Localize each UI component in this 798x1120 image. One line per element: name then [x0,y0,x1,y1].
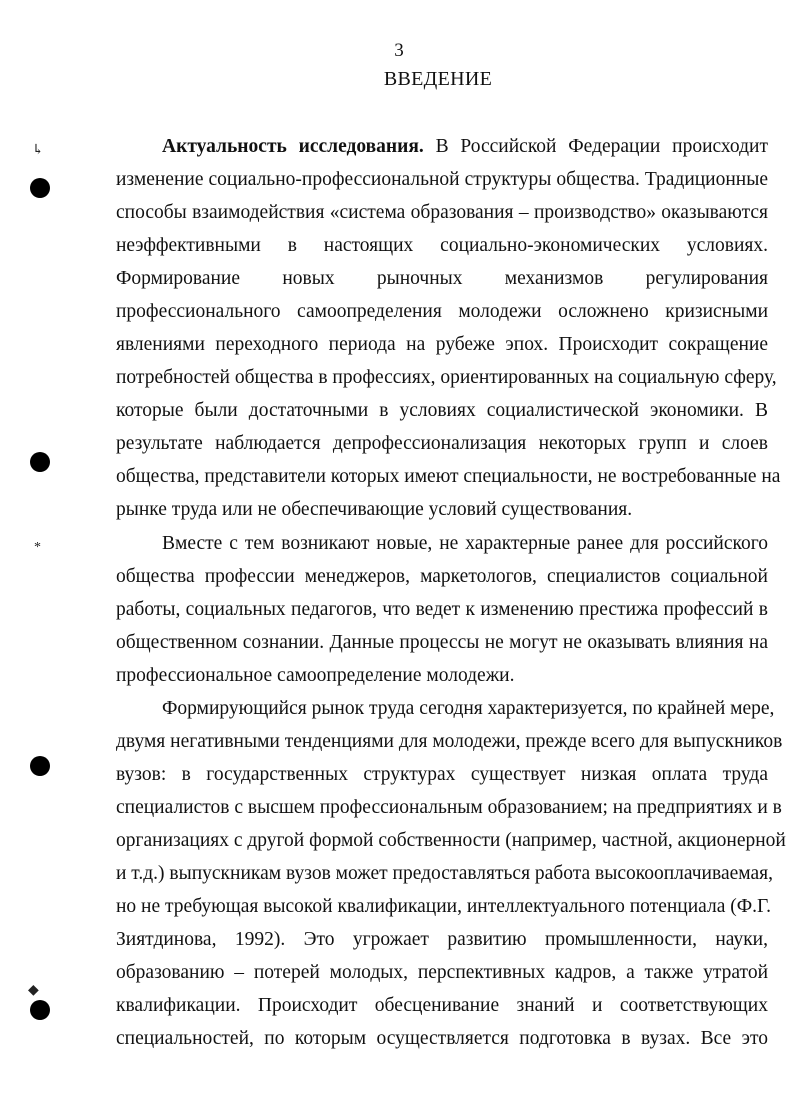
text-line: Зиятдинова, 1992). Это угрожает развитию промышленности, науки, [116,929,768,950]
lead-phrase: Актуальность исследования. [162,136,424,157]
text-line: профессиональное самоопределение молодежи. [116,665,515,686]
binder-hole [30,1000,50,1020]
text-line: вузов: в государственных структурах существует низкая оплата труда [116,764,768,785]
text-line: Формирующийся рынок труда сегодня характеризуется, по крайней мере, [162,698,775,719]
text-line: профессионального самоопределения молодежи осложнено кризисными [116,301,768,322]
binder-hole [30,452,50,472]
text-line: Формирование новых рыночных механизмов регулирования [116,268,768,289]
text-line: специальностей, по которым осуществляется подготовка в вузах. Все это [116,1028,768,1049]
text-line: образованию – потерей молодых, перспективных кадров, а также утратой [116,962,768,983]
text-line: и т.д.) выпускникам вузов может предоставляться работа высокооплачиваемая, [116,863,773,884]
section-heading: ВВЕДЕНИЕ [383,68,493,90]
text-line: общества профессии менеджеров, маркетологов, специалистов социальной [116,566,768,587]
text-line: но не требующая высокой квалификации, интеллектуального потенциала (Ф.Г. [116,896,771,917]
text-line: работы, социальных педагогов, что ведет к изменению престижа профессий в [116,599,768,620]
text-line: способы взаимодействия «система образования – производство» оказываются [116,202,768,223]
text-line: Актуальность исследования. В Российской Федерации происходит [162,136,768,157]
text-line: Вместе с тем возникают новые, не характерные ранее для российского [162,533,768,554]
text-line: квалификации. Происходит обесценивание знаний и соответствующих [116,995,768,1016]
text-line: которые были достаточными в условиях социалистической экономики. В [116,400,768,421]
text-line: потребностей общества в профессиях, ориентированных на социальную сферу, [116,367,777,388]
text-line: специалистов с высшем профессиональным образованием; на предприятиях и в [116,797,782,818]
scan-mark-icon: * [34,540,41,555]
text-line: общественном сознании. Данные процессы не могут не оказывать влияния на [116,632,768,653]
scan-mark-icon: ◆ [28,983,39,998]
text-line: изменение социально-профессиональной структуры общества. Традиционные [116,169,768,190]
text-line: двумя негативными тенденциями для молодежи, прежде всего для выпускников [116,731,783,752]
text-line: организациях с другой формой собственности (например, частной, акционерной [116,830,786,851]
binder-hole [30,756,50,776]
text-line: явлениями переходного периода на рубеже эпох. Происходит сокращение [116,334,768,355]
page-number: 3 [394,40,404,61]
text-line: общества, представители которых имеют специальности, не востребованные на [116,466,781,487]
text-line: рынке труда или не обеспечивающие условий существования. [116,499,633,520]
text-line: результате наблюдается депрофессионализация некоторых групп и слоев [116,433,768,454]
binder-hole [30,178,50,198]
text-line: неэффективными в настоящих социально-экономических условиях. [116,235,768,256]
scan-mark-icon: ↳ [32,143,44,158]
